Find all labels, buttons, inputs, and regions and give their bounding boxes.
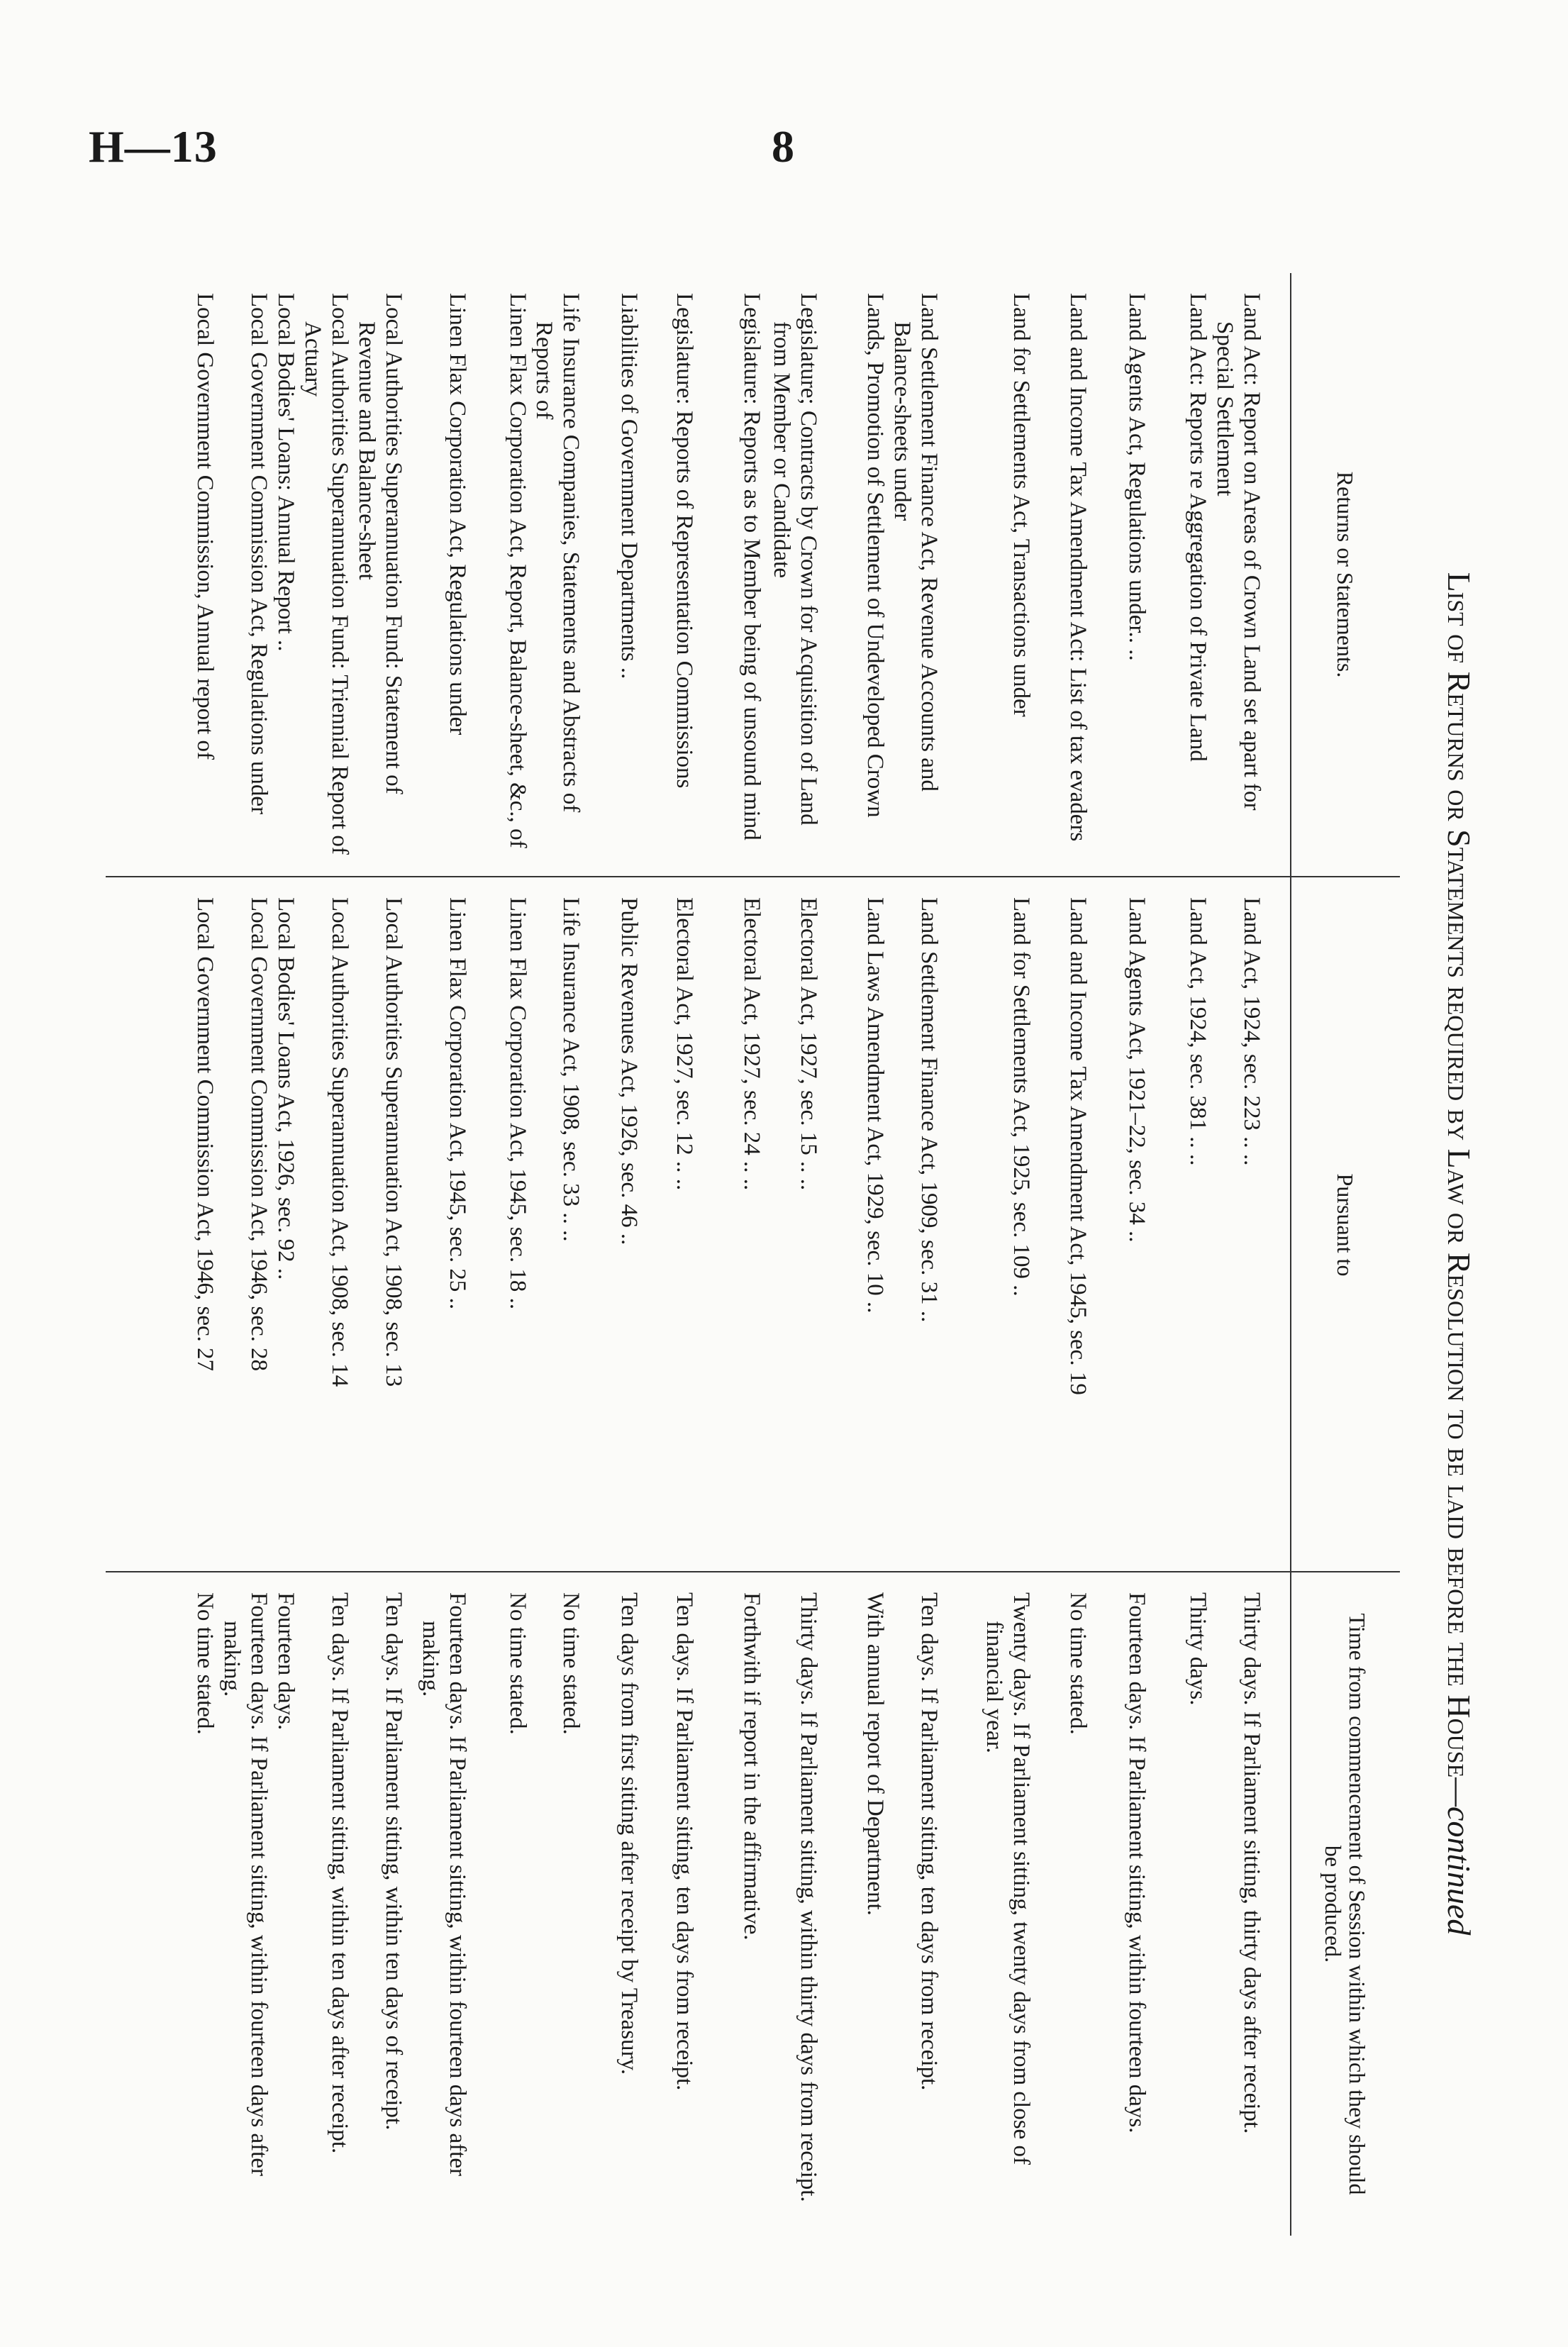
column-header-pursuant: Pursuant to: [1290, 877, 1400, 1572]
table-cell: Land Settlement Finance Act, 1909, sec. 31 ..: [916, 897, 942, 1323]
table-cell: Local Authorities Superannuation Fund: Statement of Revenue and Balance-sheet: [354, 293, 406, 794]
table-cell: Local Authorities Superannuation Fund: Triennial Report of Actuary: [300, 293, 352, 855]
table-cell: Local Government Commission Act, 1946, sec. 27: [192, 897, 218, 1372]
table-cell: Ten days. If Parliament sitting, within ten days of receipt.: [381, 1592, 406, 2131]
table-cell: Legislature; Contracts by Crown for Acquisition of Land from Member or Candidate: [769, 293, 821, 826]
table-cell: Legislature: Reports as to Member being of unsound mind: [739, 293, 764, 840]
table-cell: Lands, Promotion of Settlement of Undeveloped Crown: [862, 293, 888, 818]
table-cell: No time stated.: [192, 1592, 218, 1735]
returns-table: [106, 273, 1400, 2234]
table-cell: Fourteen days. If Parliament sitting, within fourteen days.: [1124, 1592, 1150, 2134]
column-header-time: Time from commencement of Session within which they should be produced.: [1290, 1572, 1400, 2236]
table-cell: Linen Flax Corporation Act, Regulations under: [445, 293, 470, 736]
table-cell: Land Agents Act, Regulations under.. ..: [1124, 293, 1150, 661]
table-cell: No time stated.: [505, 1592, 530, 1735]
table-cell: Land Act, 1924, sec. 381 .. ..: [1185, 897, 1211, 1166]
table-cell: Fourteen days. If Parliament sitting, within fourteen days after making.: [418, 1592, 470, 2176]
table-cell: Ten days from first sitting after receipt by Treasury.: [616, 1592, 642, 2075]
table-cell: Ten days. If Parliament sitting, ten days from receipt.: [916, 1592, 942, 2091]
table-cell: Ten days. If Parliament sitting, within ten days after receipt.: [327, 1592, 352, 2154]
document-code: H—13: [89, 121, 218, 172]
table-cell: Local Bodies' Loans Act, 1926, sec. 92 ..: [273, 897, 299, 1280]
page-number: 8: [772, 121, 794, 172]
table-cell: Land Settlement Finance Act, Revenue Accounts and Balance-sheets under: [889, 293, 942, 792]
table-cell: Electoral Act, 1927, sec. 24 .. ..: [739, 897, 764, 1191]
table-cell: Land and Income Tax Amendment Act: List of tax evaders: [1065, 293, 1091, 842]
table-cell: Linen Flax Corporation Act, 1945, sec. 18 ..: [505, 897, 530, 1310]
table-cell: Land Agents Act, 1921–22, sec. 34 ..: [1124, 897, 1150, 1243]
column-returns: [106, 273, 1400, 876]
table-cell: Life Insurance Companies, Statements and Abstracts of Reports of: [531, 293, 584, 813]
table-cell: Land for Settlements Act, Transactions under: [1008, 293, 1034, 717]
table-cell: Life Insurance Act, 1908, sec. 33 .. ..: [558, 897, 584, 1242]
table-cell: Local Government Commission, Annual report of: [192, 293, 218, 760]
table-cell: Local Government Commission Act, 1946, sec. 28: [246, 897, 272, 1372]
table-cell: Local Government Commission Act, Regulations under: [246, 293, 272, 815]
table-cell: Fourteen days.: [273, 1592, 299, 1731]
table-cell: No time stated.: [558, 1592, 584, 1735]
table-cell: Local Bodies' Loans: Annual Report ..: [273, 293, 299, 652]
table-cell: Twenty days. If Parliament sitting, twenty days from close of financial year.: [982, 1592, 1034, 2165]
table-cell: Linen Flax Corporation Act, Report, Balance-sheet, &c., of: [505, 293, 530, 848]
table-cell: Land for Settlements Act, 1925, sec. 109 ..: [1008, 897, 1034, 1297]
rotated-table-page: [106, 273, 1478, 2234]
column-pursuant: [106, 876, 1400, 1572]
table-cell: Ten days. If Parliament sitting, ten days from receipt.: [672, 1592, 697, 2091]
table-cell: Local Authorities Superannuation Act, 1908, sec. 14: [327, 897, 352, 1387]
table-cell: Land Act: Reports re Aggregation of Private Land: [1185, 293, 1211, 762]
table-cell: Liabilities of Government Departments ..: [616, 293, 642, 679]
table-cell: Public Revenues Act, 1926, sec. 46 ..: [616, 897, 642, 1245]
column-time: [106, 1571, 1400, 2236]
table-cell: Electoral Act, 1927, sec. 12 .. ..: [672, 897, 697, 1191]
table-cell: Land and Income Tax Amendment Act, 1945, sec. 19: [1065, 897, 1091, 1395]
column-header-returns: Returns or Statements.: [1290, 273, 1400, 876]
title-main: List of Returns or Statements required by Law or Resolution to be laid before the House: [1441, 572, 1477, 1778]
table-cell: With annual report of Department.: [862, 1592, 888, 1916]
table-cell: Local Authorities Superannuation Act, 1908, sec. 13: [381, 897, 406, 1387]
title-continued: —continued: [1441, 1777, 1477, 1936]
table-cell: Fourteen days. If Parliament sitting, within fourteen days after making.: [219, 1592, 272, 2176]
table-cell: Electoral Act, 1927, sec. 15 .. ..: [796, 897, 821, 1191]
table-cell: Land Act: Report on Areas of Crown Land set apart for Special Settlement: [1212, 293, 1264, 811]
table-cell: Thirty days. If Parliament sitting, thirty days after receipt.: [1239, 1592, 1264, 2134]
table-cell: Thirty days. If Parliament sitting, within thirty days from receipt.: [796, 1592, 821, 2202]
table-cell: Thirty days.: [1185, 1592, 1211, 1706]
table-cell: Land Laws Amendment Act, 1929, sec. 10 ..: [862, 897, 888, 1314]
table-cell: Forthwith if report in the affirmative.: [739, 1592, 764, 1941]
page-title: [1421, 273, 1478, 2234]
table-cell: Legislature: Reports of Representation Commissions: [672, 293, 697, 789]
table-cell: No time stated.: [1065, 1592, 1091, 1735]
table-cell: Land Act, 1924, sec. 223 .. ..: [1239, 897, 1264, 1166]
table-cell: Linen Flax Corporation Act, 1945, sec. 25 ..: [445, 897, 470, 1310]
